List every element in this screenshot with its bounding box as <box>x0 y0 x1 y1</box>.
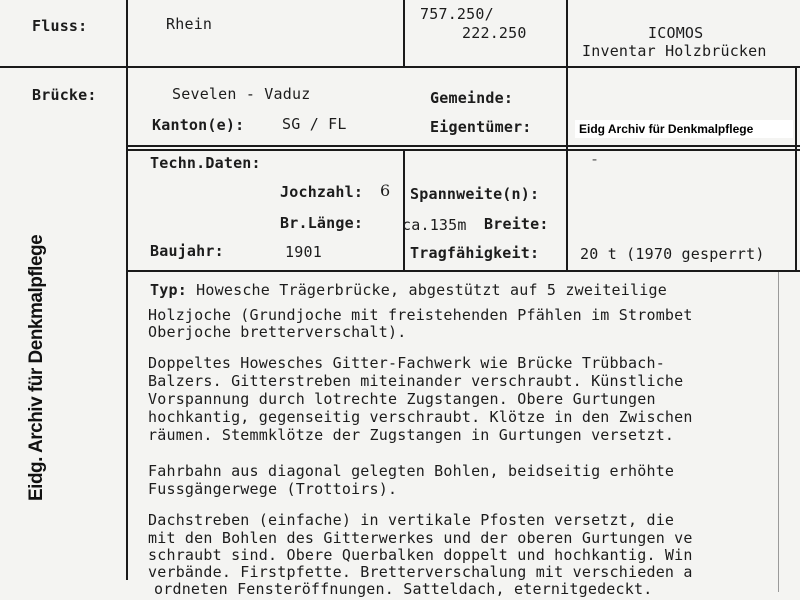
breite-label: Breite: <box>484 215 549 233</box>
p4-line-3: schraubt sind. Obere Querbalken doppelt und hochkantig. Win <box>148 546 693 564</box>
rule-tech-bottom <box>128 270 800 272</box>
p2-line-4: hochkantig, gegenseitig verschraubt. Klötze in den Zwischen <box>148 408 693 426</box>
dash-mark: - <box>590 150 600 168</box>
rule-header-bottom <box>0 66 800 68</box>
bruecke-label: Brücke: <box>32 86 97 104</box>
rule-left-column <box>126 0 128 580</box>
p4-line-5: ordneten Fensteröffnungen. Satteldach, eternitgedeckt. <box>154 580 653 598</box>
p2-line-3: Vorspannung durch lotrechte Zugstangen. Obere Gurtungen <box>148 390 656 408</box>
fluss-label: Fluss: <box>32 17 88 35</box>
jochzahl-value: 6 <box>380 181 391 200</box>
kanton-label: Kanton(e): <box>152 116 245 134</box>
bridge-name: Sevelen - Vaduz <box>172 85 311 103</box>
fluss-value: Rhein <box>166 15 213 33</box>
org-line-1: ICOMOS <box>648 24 704 42</box>
p4-line-1: Dachstreben (einfache) in vertikale Pfosten versetzt, die <box>148 511 675 529</box>
archive-stamp-vertical: Eidg. Archiv für Denkmalpflege <box>26 234 47 501</box>
baujahr-label: Baujahr: <box>150 242 224 260</box>
archive-stamp-horizontal: Eidg Archiv für Denkmalpflege <box>575 120 793 138</box>
rule-tech-divider <box>403 149 405 272</box>
rule-bridge-bottom-2 <box>128 149 800 151</box>
p2-line-1: Doppeltes Howesches Gitter-Fachwerk wie Brücke Trübbach- <box>148 354 665 372</box>
p2-line-2: Balzers. Gitterstreben miteinander verschraubt. Künstliche <box>148 372 684 390</box>
rule-bridge-bottom-1 <box>128 145 800 147</box>
typ-line-2: Holzjoche (Grundjoche mit freistehenden Pfählen im Strombet <box>148 306 693 324</box>
tragfaehigkeit-value: 20 t (1970 gesperrt) <box>580 245 765 263</box>
rule-desc-right <box>778 272 779 592</box>
kanton-value: SG / FL <box>282 115 347 133</box>
p4-line-2: mit den Bohlen des Gitterwerkes und der oberen Gurtungen ve <box>148 529 693 547</box>
org-line-2: Inventar Holzbrücken <box>582 42 767 60</box>
eigentuemer-label: Eigentümer: <box>430 118 532 136</box>
p3-line-1: Fahrbahn aus diagonal gelegten Bohlen, beidseitig erhöhte <box>148 462 675 480</box>
typ-line-3: Oberjoche bretterverschalt). <box>148 323 407 341</box>
tragfaehigkeit-label: Tragfähigkeit: <box>410 244 540 262</box>
brlaenge-value: ca.135m <box>402 216 467 234</box>
baujahr-value: 1901 <box>285 243 322 261</box>
brlaenge-label: Br.Länge: <box>280 214 364 232</box>
gemeinde-label: Gemeinde: <box>430 89 514 107</box>
typ-line-1 <box>150 281 667 300</box>
typ-label: Typ: <box>150 281 187 299</box>
rule-header-divider-1 <box>403 0 405 66</box>
coordinates-line-1: 757.250/ <box>420 5 494 23</box>
typ-text-1: Howesche Trägerbrücke, abgestützt auf 5 zweiteilige <box>186 281 667 299</box>
p3-line-2: Fussgängerwege (Trottoirs). <box>148 480 398 498</box>
p4-line-4: verbände. Firstpfette. Bretterverschalung mit verschieden a <box>148 563 693 581</box>
jochzahl-label: Jochzahl: <box>280 183 364 201</box>
spannweite-label: Spannweite(n): <box>410 185 540 203</box>
coordinates-line-2: 222.250 <box>462 24 527 42</box>
tech-heading: Techn.Daten: <box>150 154 261 172</box>
p2-line-5: räumen. Stemmklötze der Zugstangen in Gurtungen versetzt. <box>148 426 675 444</box>
rule-header-divider-2 <box>566 0 568 272</box>
rule-right-edge <box>795 68 797 272</box>
